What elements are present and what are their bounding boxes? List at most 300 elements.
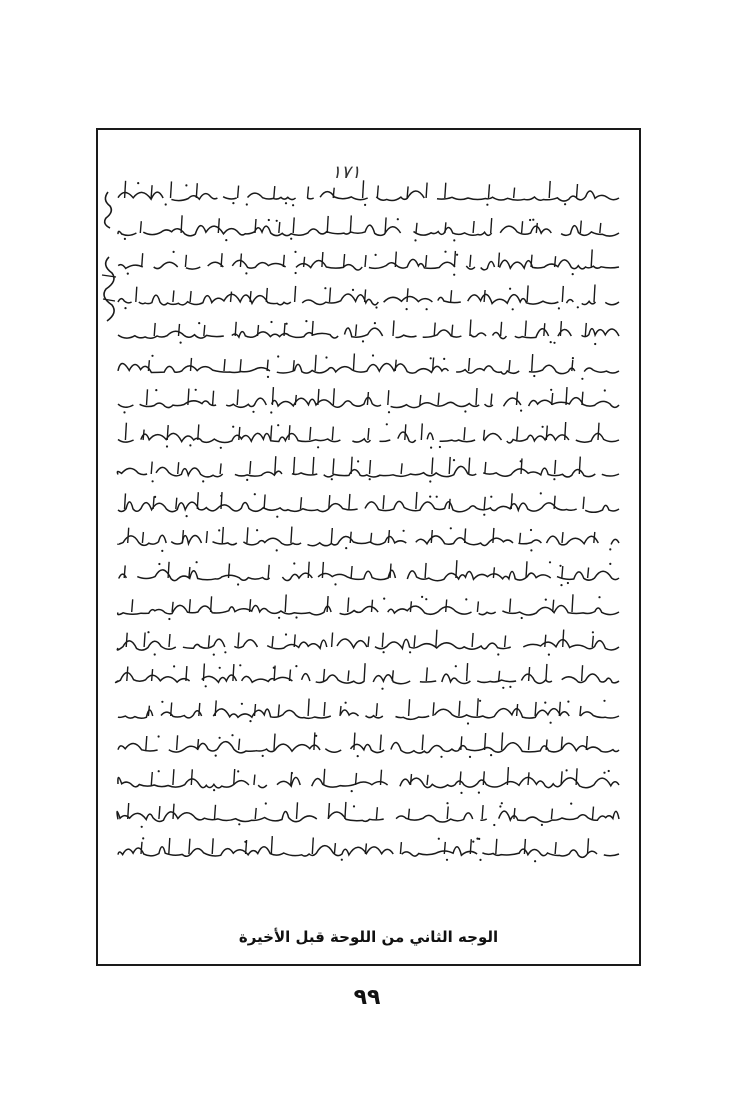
script-ascender xyxy=(493,567,494,578)
script-ascender xyxy=(572,360,573,371)
script-ascender xyxy=(585,323,586,336)
script-stroke xyxy=(118,708,619,719)
script-ascender xyxy=(483,771,484,785)
script-dot xyxy=(545,599,547,601)
script-ascender xyxy=(465,528,466,543)
script-ascender xyxy=(517,704,518,716)
script-ascender xyxy=(141,841,142,853)
script-dot xyxy=(345,547,347,549)
script-dot xyxy=(161,550,163,552)
script-ascender xyxy=(353,353,354,371)
script-dot xyxy=(291,771,293,773)
script-ascender xyxy=(198,424,199,440)
script-dot xyxy=(553,342,555,344)
script-dot xyxy=(256,529,258,531)
script-ascender xyxy=(377,186,378,199)
script-ascender xyxy=(294,457,295,474)
script-ascender xyxy=(315,354,316,370)
script-ascender xyxy=(313,457,314,474)
script-ascender xyxy=(432,458,433,475)
script-ascender xyxy=(330,287,331,302)
script-ascender xyxy=(476,388,477,405)
script-dot xyxy=(403,530,405,532)
script-ascender xyxy=(142,532,143,543)
margin-annotation-side xyxy=(98,255,118,325)
script-ascender xyxy=(274,186,275,198)
script-ascender xyxy=(327,215,328,232)
script-dot xyxy=(374,322,376,324)
script-dot xyxy=(479,699,481,701)
script-ascender xyxy=(586,736,587,750)
script-ascender xyxy=(274,734,275,750)
script-dot xyxy=(232,425,234,427)
script-dot xyxy=(486,204,488,206)
script-ascender xyxy=(526,561,527,578)
script-ascender xyxy=(350,532,351,543)
script-ascender xyxy=(334,843,335,854)
script-dot xyxy=(161,700,163,702)
script-ascender xyxy=(546,664,547,681)
script-ascender xyxy=(381,769,382,784)
script-dot xyxy=(530,529,532,531)
script-ascender xyxy=(144,632,145,647)
script-dot xyxy=(357,755,359,757)
script-ascender xyxy=(140,221,141,233)
script-ascender xyxy=(178,462,179,474)
script-ascender xyxy=(365,289,366,302)
script-ascender xyxy=(566,387,567,405)
manuscript-line xyxy=(114,489,624,519)
script-ascender xyxy=(179,324,180,336)
script-dot xyxy=(436,495,438,497)
script-ascender xyxy=(393,320,394,336)
script-dot xyxy=(478,837,480,839)
script-ascender xyxy=(221,253,222,267)
script-ascender xyxy=(308,187,309,199)
script-dot xyxy=(219,737,221,739)
script-ascender xyxy=(308,698,309,715)
script-ascender xyxy=(322,252,323,267)
script-ascender xyxy=(493,528,494,543)
script-ascender xyxy=(153,496,154,509)
script-ascender xyxy=(560,321,561,336)
script-ascender xyxy=(388,530,389,543)
script-ascender xyxy=(290,670,291,682)
script-ascender xyxy=(310,426,311,439)
script-ascender xyxy=(517,392,518,405)
script-dot xyxy=(180,342,182,344)
script-ascender xyxy=(235,322,236,336)
script-ascender xyxy=(411,774,412,785)
script-ascender xyxy=(577,184,578,198)
script-dot xyxy=(542,425,544,427)
script-ascender xyxy=(436,629,437,646)
script-ascender xyxy=(561,737,562,750)
script-stroke xyxy=(118,535,619,546)
script-ascender xyxy=(294,634,295,647)
script-dot xyxy=(603,771,605,773)
script-dot xyxy=(141,826,143,828)
script-ascender xyxy=(173,769,174,785)
manuscript-line xyxy=(114,661,624,691)
script-ascender xyxy=(562,285,563,301)
script-ascender xyxy=(128,528,129,543)
script-ascender xyxy=(275,456,276,474)
script-dot xyxy=(455,665,457,667)
script-ascender xyxy=(203,664,204,682)
script-ascender xyxy=(576,768,577,785)
script-ascender xyxy=(383,495,384,509)
script-ascender xyxy=(324,702,325,716)
script-dot xyxy=(213,789,215,791)
manuscript-line xyxy=(114,834,624,864)
script-ascender xyxy=(271,836,272,854)
script-ascender xyxy=(312,837,313,854)
script-dot xyxy=(592,631,594,633)
script-ascender xyxy=(348,670,349,681)
script-ascender xyxy=(454,251,455,267)
script-dot xyxy=(151,354,153,356)
script-ascender xyxy=(240,359,241,371)
script-dot xyxy=(218,529,220,531)
script-dot xyxy=(483,513,485,515)
script-dot xyxy=(158,735,160,737)
script-ascender xyxy=(328,803,329,819)
script-ascender xyxy=(222,527,223,543)
script-ascender xyxy=(382,632,383,646)
script-ascender xyxy=(598,422,599,439)
script-dot xyxy=(426,308,428,310)
script-dot xyxy=(397,218,399,220)
script-dot xyxy=(325,356,327,358)
script-dot xyxy=(353,805,355,807)
script-ascender xyxy=(510,599,511,612)
script-stroke xyxy=(118,845,619,857)
script-dot xyxy=(414,239,416,241)
script-ascender xyxy=(572,594,573,612)
script-ascender xyxy=(370,460,371,474)
script-dot xyxy=(493,824,495,826)
script-dot xyxy=(357,460,359,462)
script-ascender xyxy=(127,667,128,682)
page-number: ٩٩ xyxy=(353,985,381,1010)
script-ascender xyxy=(324,669,325,681)
script-ascender xyxy=(410,601,411,612)
script-ascender xyxy=(511,493,512,509)
script-ascender xyxy=(409,699,410,716)
script-ascender xyxy=(401,463,402,474)
script-ascender xyxy=(199,702,200,715)
script-ascender xyxy=(438,393,439,405)
script-ascender xyxy=(588,567,589,578)
script-ascender xyxy=(591,249,592,267)
script-ascender xyxy=(416,491,417,508)
script-ascender xyxy=(484,496,485,508)
script-ascender xyxy=(266,287,267,301)
script-dot xyxy=(352,288,354,290)
script-ascender xyxy=(255,704,256,716)
script-dot xyxy=(224,651,226,653)
script-ascender xyxy=(522,221,523,233)
script-ascender xyxy=(356,772,357,784)
script-dot xyxy=(577,306,579,308)
script-dot xyxy=(429,495,431,497)
script-dot xyxy=(456,254,458,256)
script-dot xyxy=(237,583,239,585)
script-ascender xyxy=(191,357,192,370)
script-ascender xyxy=(198,739,199,750)
script-ascender xyxy=(580,220,581,232)
script-dot xyxy=(315,735,317,737)
script-ascender xyxy=(255,808,256,819)
script-dot xyxy=(609,562,611,564)
script-dot xyxy=(465,598,467,600)
script-dot xyxy=(225,239,227,241)
script-ascender xyxy=(189,567,190,578)
script-ascender xyxy=(582,665,583,681)
script-ascender xyxy=(482,805,483,819)
script-dot xyxy=(186,515,188,517)
script-ascender xyxy=(449,498,450,508)
script-ascender xyxy=(405,424,406,440)
script-ascender xyxy=(250,291,251,302)
script-dot xyxy=(548,653,550,655)
script-ascender xyxy=(125,181,126,198)
script-dot xyxy=(467,722,469,724)
script-dot xyxy=(215,755,217,757)
script-ascender xyxy=(143,429,144,439)
script-ascender xyxy=(284,323,285,336)
script-ascender xyxy=(477,601,478,612)
script-dot xyxy=(317,446,319,448)
script-ascender xyxy=(291,527,292,543)
script-ascender xyxy=(446,600,447,613)
script-ascender xyxy=(496,838,497,853)
script-ascender xyxy=(142,253,143,267)
script-ascender xyxy=(551,809,552,819)
script-dot xyxy=(533,374,535,376)
script-ascender xyxy=(395,359,396,370)
script-dot xyxy=(497,653,499,655)
script-ascender xyxy=(472,632,473,646)
script-dot xyxy=(158,562,160,564)
script-dot xyxy=(453,239,455,241)
script-ascender xyxy=(318,389,319,405)
script-dot xyxy=(362,340,364,342)
script-ascender xyxy=(368,636,369,647)
script-ascender xyxy=(189,599,190,612)
script-ascender xyxy=(469,358,470,371)
script-ascender xyxy=(583,496,584,508)
script-ascender xyxy=(152,669,153,681)
script-ascender xyxy=(188,389,189,405)
script-ascender xyxy=(416,222,417,232)
script-dot xyxy=(550,389,552,391)
script-ascender xyxy=(278,704,279,716)
script-ascender xyxy=(536,222,537,232)
script-dot xyxy=(472,840,474,842)
script-dot xyxy=(550,721,552,723)
script-dot xyxy=(572,273,574,275)
script-ascender xyxy=(477,698,478,716)
script-ascender xyxy=(444,841,445,853)
script-dot xyxy=(520,460,522,462)
script-ascender xyxy=(562,566,563,578)
script-ascender xyxy=(204,325,205,336)
script-ascender xyxy=(147,389,148,405)
manuscript-line xyxy=(114,592,624,622)
script-ascender xyxy=(151,185,152,198)
script-dot xyxy=(334,583,336,585)
script-dot xyxy=(142,837,144,839)
script-dot xyxy=(202,480,204,482)
script-ascender xyxy=(215,700,216,716)
script-ascender xyxy=(185,255,186,267)
script-ascender xyxy=(211,596,212,612)
script-dot xyxy=(173,251,175,253)
script-dot xyxy=(564,203,566,205)
script-dot xyxy=(270,321,272,323)
script-ascender xyxy=(531,255,532,267)
script-dot xyxy=(341,858,343,860)
script-ascender xyxy=(304,257,305,267)
script-dot xyxy=(232,202,234,204)
script-stroke xyxy=(119,569,619,580)
script-ascender xyxy=(445,183,446,198)
script-ascender xyxy=(213,391,214,405)
script-ascender xyxy=(470,839,471,854)
script-ascender xyxy=(525,321,526,336)
script-stroke xyxy=(117,466,619,477)
script-dot xyxy=(123,411,125,413)
script-dot xyxy=(430,446,432,448)
script-dot xyxy=(567,581,569,583)
script-ascender xyxy=(433,702,434,716)
script-ascender xyxy=(314,732,315,750)
script-ascender xyxy=(365,843,366,854)
script-ascender xyxy=(407,186,408,198)
script-dot xyxy=(285,202,287,204)
script-ascender xyxy=(291,772,292,784)
script-dot xyxy=(351,790,353,792)
script-ascender xyxy=(279,222,280,233)
script-ascender xyxy=(364,663,365,681)
script-ascender xyxy=(485,733,486,750)
script-dot xyxy=(246,479,248,481)
script-ascender xyxy=(344,254,345,267)
script-ascender xyxy=(484,429,485,439)
script-dot xyxy=(429,480,431,482)
script-ascender xyxy=(308,561,309,577)
script-dot xyxy=(534,860,536,862)
script-dot xyxy=(559,564,561,566)
script-dot xyxy=(165,203,167,205)
script-ascender xyxy=(371,533,372,543)
script-dot xyxy=(364,204,366,206)
script-ascender xyxy=(247,527,248,543)
script-dot xyxy=(124,307,126,309)
script-dot xyxy=(262,755,264,757)
script-ascender xyxy=(177,735,178,750)
script-ascender xyxy=(431,530,432,543)
script-dot xyxy=(231,734,233,736)
script-ascender xyxy=(524,838,525,853)
script-dot xyxy=(440,756,442,758)
script-ascender xyxy=(189,838,190,853)
script-dot xyxy=(345,701,347,703)
script-ascender xyxy=(176,497,177,508)
script-dot xyxy=(386,423,388,425)
script-ascender xyxy=(460,771,461,785)
script-ascender xyxy=(426,667,427,681)
script-dot xyxy=(158,770,160,772)
script-ascender xyxy=(224,359,225,371)
script-ascender xyxy=(425,562,426,577)
script-dot xyxy=(238,823,240,825)
script-ascender xyxy=(594,284,595,302)
script-ascender xyxy=(579,457,580,474)
script-ascender xyxy=(376,703,377,716)
script-ascender xyxy=(388,390,389,405)
script-dot xyxy=(594,343,596,345)
script-ascender xyxy=(312,321,313,336)
script-dot xyxy=(490,754,492,756)
script-ascender xyxy=(167,425,168,440)
script-ascender xyxy=(220,463,221,474)
script-dot xyxy=(425,598,427,600)
script-ascender xyxy=(215,805,216,819)
script-ascender xyxy=(367,392,368,405)
script-ascender xyxy=(372,600,373,612)
script-ascender xyxy=(234,769,235,785)
script-dot xyxy=(249,720,251,722)
script-ascender xyxy=(322,561,323,577)
script-ascender xyxy=(467,663,468,681)
script-dot xyxy=(490,495,492,497)
script-ascender xyxy=(272,636,273,647)
script-stroke xyxy=(118,294,619,305)
folio-mark: ١٧١ xyxy=(331,162,361,183)
script-ascender xyxy=(345,802,346,819)
script-dot xyxy=(219,667,221,669)
script-ascender xyxy=(239,739,240,750)
script-ascender xyxy=(254,774,255,784)
script-dot xyxy=(444,251,446,253)
script-ascender xyxy=(151,462,152,474)
script-dot xyxy=(469,756,471,758)
script-ascender xyxy=(555,842,556,854)
script-ascender xyxy=(552,393,553,405)
script-ascender xyxy=(231,291,232,301)
script-dot xyxy=(453,274,455,276)
script-ascender xyxy=(376,807,377,819)
script-ascender xyxy=(181,215,182,233)
script-ascender xyxy=(209,635,210,647)
script-ascender xyxy=(555,460,556,474)
script-dot xyxy=(196,561,198,563)
script-ascender xyxy=(563,629,564,646)
script-dot xyxy=(220,494,222,496)
script-ascender xyxy=(594,532,595,543)
script-ascender xyxy=(445,222,446,233)
manuscript-frame xyxy=(96,128,641,966)
script-ascender xyxy=(348,598,349,613)
script-ascender xyxy=(237,390,238,406)
script-dot xyxy=(267,375,269,377)
script-dot xyxy=(541,824,543,826)
script-ascender xyxy=(580,705,581,715)
script-ascender xyxy=(258,325,259,336)
